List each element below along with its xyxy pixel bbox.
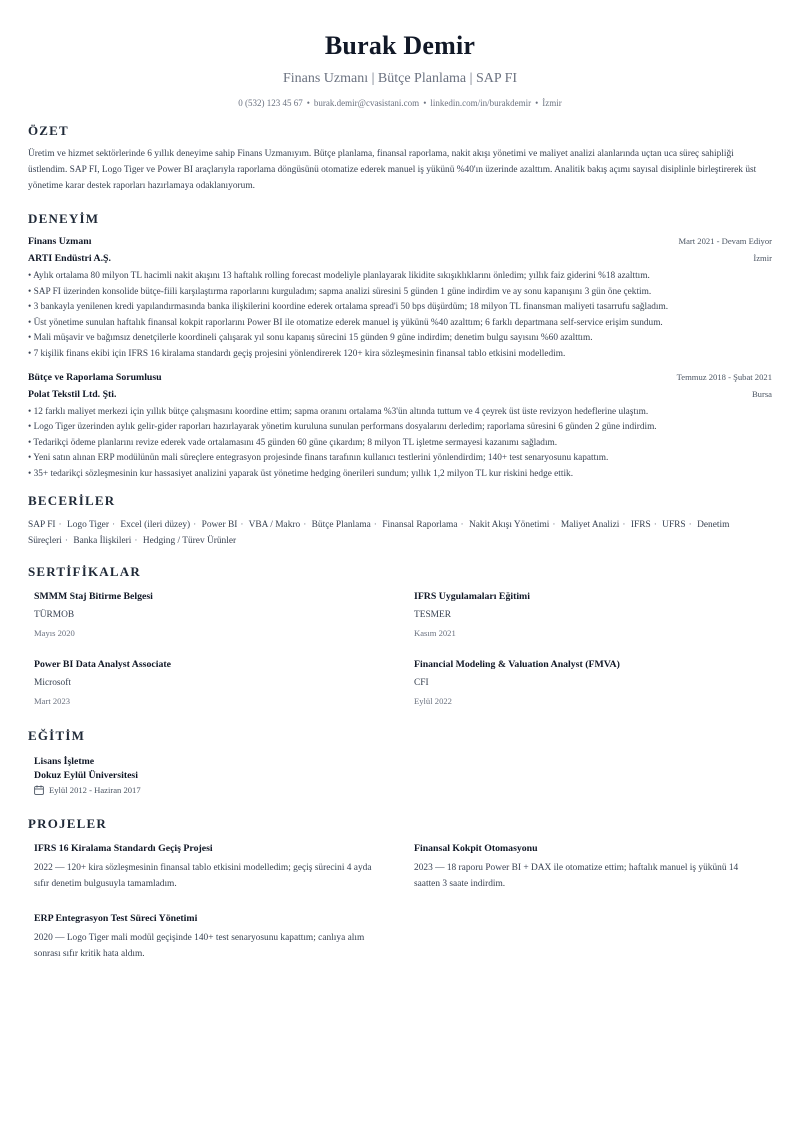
certificate-name: Power BI Data Analyst Associate [34, 658, 171, 670]
skill-item: VBA / Makro [248, 519, 301, 530]
candidate-name: Burak Demir [324, 31, 476, 60]
skill-separator: · [373, 519, 377, 530]
separator: • [306, 98, 310, 108]
skill-item: Excel (ileri düzey) [120, 519, 191, 530]
skill-separator: · [460, 519, 464, 530]
skill-separator: · [688, 519, 692, 530]
projects-grid [34, 842, 772, 982]
skill-item: Bütçe Planlama [311, 519, 371, 530]
skill-separator: · [622, 519, 626, 530]
certificate-date: Mart 2023 [34, 695, 71, 706]
job-bullets [28, 269, 772, 363]
certificate-item [34, 658, 414, 726]
bullet-item: • SAP FI üzerinden konsolide bütçe-fiili karşılaştırma raporlarını kurguladım; sapma analizi süresini 5 günden 1 güne indirdim ve ay sonu kapanışını 3 gün öne çektim. [28, 286, 652, 297]
education-date: Eylül 2012 - Haziran 2017 [49, 784, 141, 795]
certificate-item [414, 590, 774, 658]
skill-item: Logo Tiger [67, 519, 109, 530]
skill-item: IFRS [630, 519, 651, 530]
linkedin-link[interactable]: linkedin.com/in/burakdemir [430, 98, 532, 108]
skill-item: Nakit Akışı Yönetimi [468, 519, 550, 530]
project-item [34, 912, 414, 982]
summary-section [28, 123, 772, 194]
skill-separator: · [111, 519, 116, 530]
certificate-date: Mayıs 2020 [34, 627, 75, 638]
certificate-issuer: Microsoft [34, 677, 71, 688]
projects-section [28, 816, 772, 982]
project-name: Finansal Kokpit Otomasyonu [414, 842, 538, 854]
bullet-item: • Yeni satın alınan ERP modülünün mali süreçlere entegrasyon projesinde finans tarafının kullanıcı testlerini yönlendirdim; 140+ test senaryosunu kapattım. [28, 453, 609, 464]
project-desc: 2022 — 120+ kira sözleşmesinin finansal tablo etkisini modelledim; geçiş sürecini 4 ayda sıfır denetim bulgusuyla tamamladım. [34, 862, 372, 889]
certificates-grid [34, 590, 772, 726]
bullet-item: • 35+ tedarikçi sözleşmesinin kur hassasiyet analizini yaparak üst yönetime hedging önerileri sundum; yıllık 1,2 milyon TL kur riskini hedge ettik. [28, 468, 574, 479]
skill-item: Finansal Raporlama [382, 519, 458, 530]
section-title-skills: BECERİLER [28, 492, 116, 508]
project-name: ERP Entegrasyon Test Süreci Yönetimi [34, 912, 198, 924]
project-item [34, 842, 414, 912]
certificate-date: Eylül 2022 [414, 695, 452, 706]
section-title-summary: ÖZET [28, 123, 69, 138]
bullet-item: • 12 farklı maliyet merkezi için yıllık bütçe çalışmasını koordine ettim; sapma oranını ortalama %3'ün altında tuttum ve 4 çeyrek üst üste revizyon hedeflerine ulaştım. [28, 406, 649, 417]
skill-item: Maliyet Analizi [560, 519, 620, 530]
job-bullets [28, 405, 772, 483]
certificate-name: SMMM Staj Bitirme Belgesi [34, 590, 153, 602]
skill-separator: · [653, 519, 657, 530]
job-date: Mart 2021 - Devam Ediyor [678, 236, 772, 246]
job-company: Polat Tekstil Ltd. Şti. [28, 388, 117, 400]
certificates-section [28, 564, 772, 726]
skill-separator: · [193, 519, 197, 530]
section-title-education: EĞİTİM [28, 727, 86, 743]
certificate-item [414, 658, 774, 726]
job-company: ARTI Endüstri A.Ş. [28, 253, 111, 264]
phone: 0 (532) 123 45 67 [238, 98, 303, 108]
education-date-row [34, 784, 772, 797]
candidate-tagline: Finans Uzmanı | Bütçe Planlama | SAP FI [282, 71, 518, 86]
certificate-issuer: CFI [414, 677, 429, 688]
email-link[interactable]: burak.demir@cvasistani.com [313, 98, 420, 108]
project-desc: 2023 — 18 raporu Power BI + DAX ile otomatize ettim; haftalık manuel iş yükünü 14 saatten 3 saate indirdim. [414, 862, 739, 889]
certificate-issuer: TESMER [414, 609, 451, 620]
contact-line [28, 97, 772, 109]
bullet-item: • Tedarikçi ödeme planlarını revize ederek vade ortalamasını 45 günden 60 güne çıkardım; 8 milyon TL işletme sermayesi kazanımı sağladım. [28, 437, 558, 448]
bullet-item: • 7 kişilik finans ekibi için IFRS 16 kiralama standardı geçiş projesini yönlendirerek 120+ kira sözleşmesinin finansal tablo etkisini modelledim. [28, 348, 566, 359]
certificate-name: IFRS Uygulamaları Eğitimi [414, 590, 530, 602]
skill-separator: · [303, 519, 307, 530]
education-section [28, 728, 772, 797]
experience-section [28, 211, 772, 483]
bullet-item: • Aylık ortalama 80 milyon TL hacimli nakit akışını 13 haftalık rolling forecast modeliyle planlayarak likidite sıkışıklıklarını önledim; yıllık faiz giderini %18 azalttım. [28, 271, 650, 281]
skill-item: Hedging / Türev Ürünler [142, 536, 237, 547]
project-item [414, 842, 774, 912]
job-entry [28, 235, 772, 363]
education-degree: Lisans İşletme [34, 755, 95, 767]
separator: • [535, 98, 539, 108]
section-title-projects: PROJELER [28, 815, 107, 831]
job-entry [28, 371, 772, 483]
skill-item: SAP FI [28, 519, 56, 530]
bullet-item: • Üst yönetime sunulan haftalık finansal kokpit raporlarını Power BI ile otomatize ederek manuel iş yükünü %40 azalttım; 6 farklı departmana self-service erişim sundum. [28, 317, 663, 328]
job-title: Finans Uzmanı [28, 236, 92, 247]
calendar-icon [34, 785, 44, 795]
skill-separator: · [552, 519, 556, 530]
skill-separator: · [240, 519, 244, 530]
certificate-date: Kasım 2021 [414, 627, 456, 638]
skill-separator: · [134, 536, 138, 547]
certificate-issuer: TÜRMOB [34, 609, 75, 620]
job-title: Bütçe ve Raporlama Sorumlusu [28, 371, 162, 383]
education-school: Dokuz Eylül Üniversitesi [34, 769, 138, 781]
skill-separator: · [58, 519, 62, 530]
skill-item: Denetim Süreçleri [28, 519, 730, 547]
project-desc: 2020 — Logo Tiger mali modül geçişinde 140+ test senaryosunu kapattım; canlıya alım sonrası sıfır kritik hata aldım. [34, 932, 365, 959]
certificate-item [34, 590, 414, 658]
project-name: IFRS 16 Kiralama Standardı Geçiş Projesi [34, 842, 213, 854]
job-location: Bursa [751, 388, 772, 399]
bullet-item: • Mali müşavir ve bağımsız denetçilerle koordineli çalışarak yıl sonu kapanış sürecini 15 günden 9 güne indirdim; denetim bulgu sayısını %60 azalttım. [28, 333, 593, 344]
section-title-experience: DENEYİM [28, 211, 100, 226]
job-location: İzmir [753, 253, 772, 263]
skill-item: Banka İlişkileri [73, 536, 132, 547]
separator: • [423, 98, 427, 108]
bullet-item: • 3 bankayla yenilenen kredi yapılandırmasında banka ilişkilerini koordine ederek ortalama spread'i 50 bps düşürdüm; 18 milyon TL finansman maliyeti tasarrufu sağladım. [28, 302, 669, 313]
section-title-certificates: SERTİFİKALAR [28, 563, 141, 579]
skills-section [28, 493, 772, 550]
job-date: Temmuz 2018 - Şubat 2021 [676, 371, 772, 382]
skill-item: Power BI [201, 519, 238, 530]
education-entry [34, 755, 772, 797]
certificate-name: Financial Modeling & Valuation Analyst (FMVA) [414, 658, 620, 670]
skill-item: UFRS [662, 519, 686, 530]
skills-list [28, 517, 772, 550]
bullet-item: • Logo Tiger üzerinden aylık gelir-gider raporları hazırlayarak yönetim kuruluna sunulan performans dosyalarını derledim; raporlama süresini 6 günden 2 güne indirdim. [28, 422, 657, 433]
location: İzmir [542, 98, 562, 108]
summary-text: Üretim ve hizmet sektörlerinde 6 yıllık deneyime sahip Finans Uzmanıyım. Bütçe planlama, finansal raporlama, nakit akışı yönetimi ve maliyet analizi alanlarında uçtan uca süreç sahipliği üstlendim. SAP FI, Logo Tiger ve Power BI araçlarıyla raporlama döngüsünü otomatize ederek manuel iş yükünü %40'ın üzerinde azalttım. Analitik bakış açımı sayısal disiplinle birleştirerek üst yönetime karar destek raporları hazırlamaya odaklanıyorum. [28, 149, 757, 191]
skill-separator: · [64, 536, 68, 547]
